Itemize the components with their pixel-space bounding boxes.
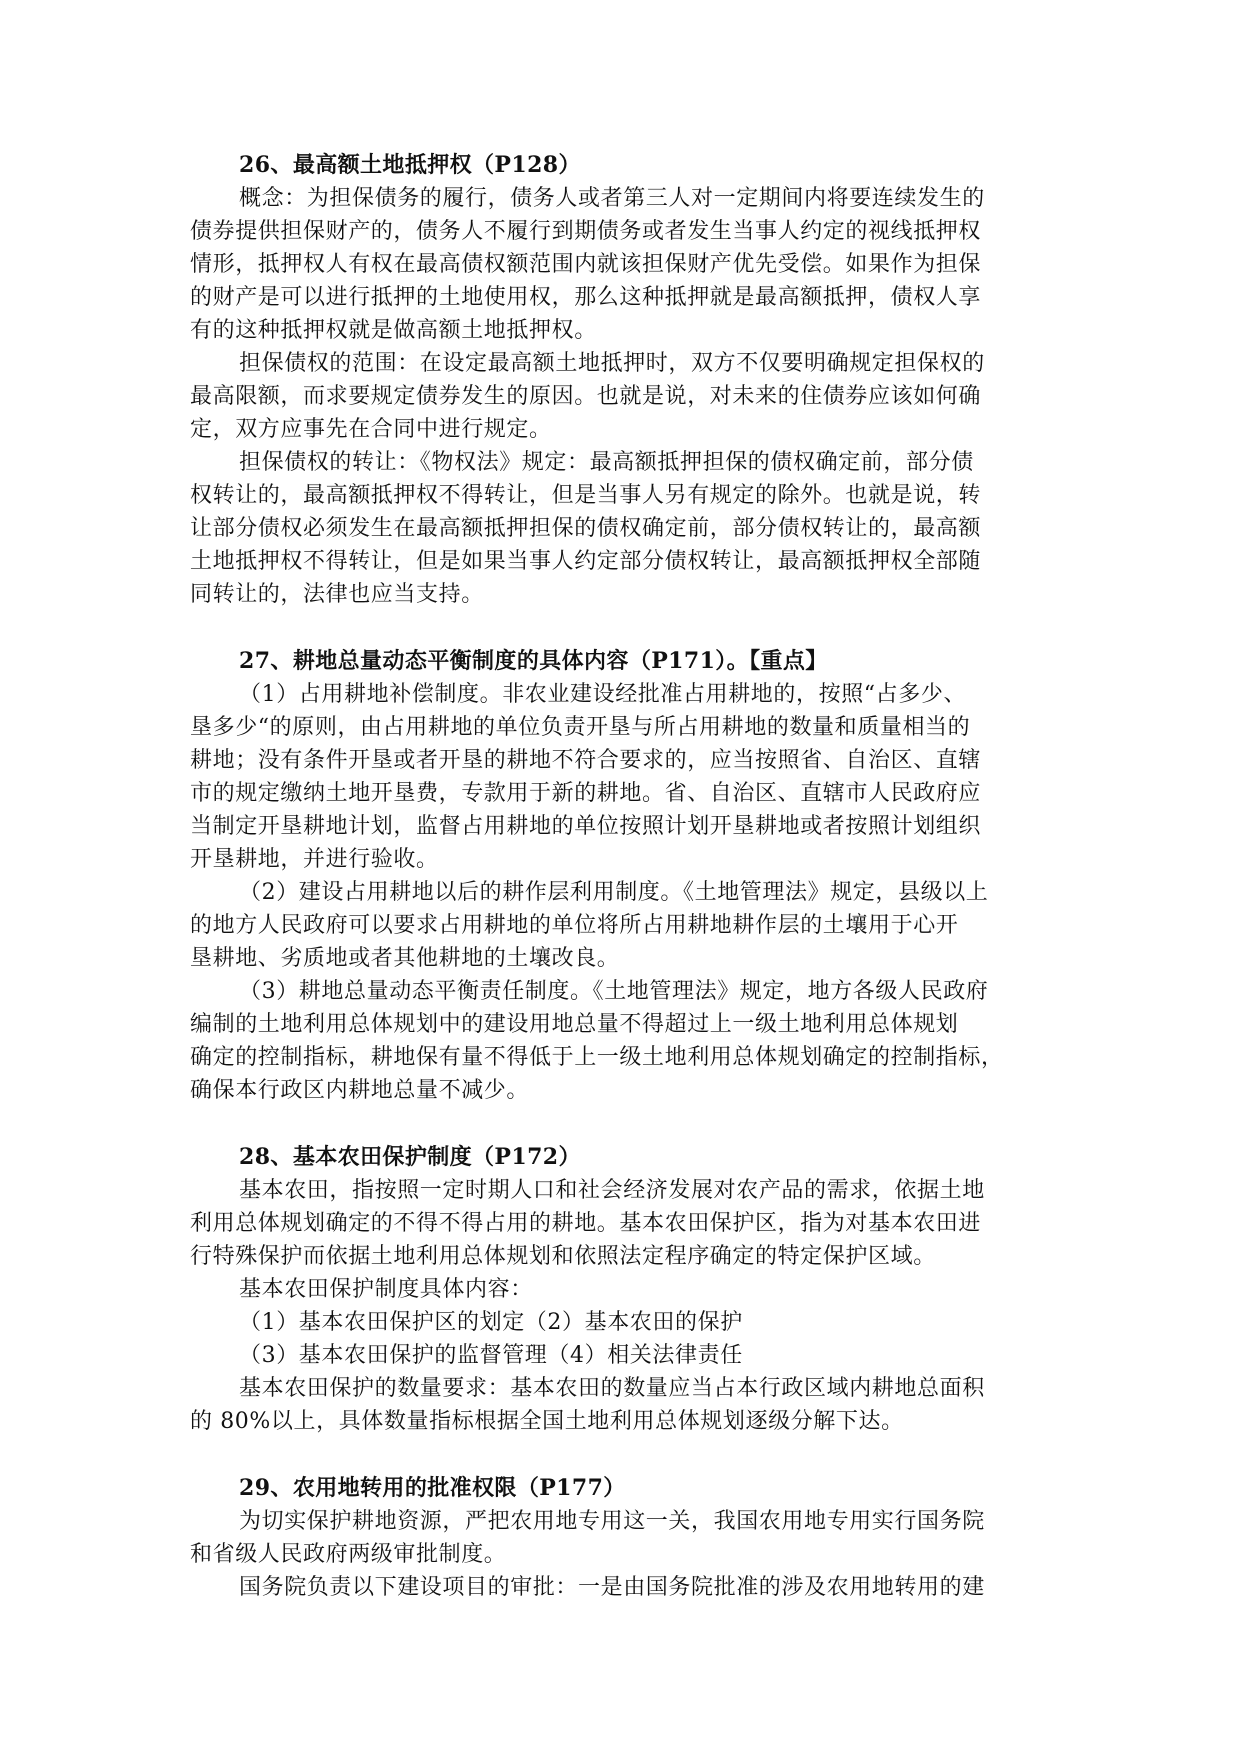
paragraph-line: （3）基本农田保护的监督管理（4）相关法律责任 [239,1343,743,1368]
paragraph-line: 最高限额，而求要规定债券发生的原因。也就是说，对未来的住债券应该如何确 [190,384,982,409]
paragraph-line: 垦多少“的原则，由占用耕地的单位负责开垦与所占用耕地的数量和质量相当的 [190,715,971,740]
paragraph-line: 基本农田保护的数量要求：基本农田的数量应当占本行政区域内耕地总面积 [239,1376,985,1401]
section-heading-26: 26、最高额土地抵押权（P128） [239,152,581,178]
paragraph-line: 确定的控制指标，耕地保有量不得低于上一级土地利用总体规划确定的控制指标， [190,1045,1004,1070]
paragraph-line: （2）建设占用耕地以后的耕作层利用制度。《土地管理法》规定，县级以上 [239,880,989,905]
paragraph-line: 垦耕地、劣质地或者其他耕地的土壤改良。 [190,946,620,971]
paragraph-line: （3）耕地总量动态平衡责任制度。《土地管理法》规定，地方各级人民政府 [239,979,989,1004]
paragraph-line: 让部分债权必须发生在最高额抵押担保的债权确定前，部分债权转让的，最高额 [190,516,982,541]
paragraph-line: 国务院负责以下建设项目的审批：一是由国务院批准的涉及农用地转用的建 [239,1575,985,1600]
paragraph-line: 权转让的，最高额抵押权不得转让，但是当事人另有规定的除外。也就是说，转 [190,483,982,508]
paragraph-line: 的财产是可以进行抵押的土地使用权，那么这种抵押就是最高额抵押，债权人享 [190,285,982,310]
paragraph-line: 编制的土地利用总体规划中的建设用地总量不得超过上一级土地利用总体规划 [190,1012,959,1037]
section-heading-28: 28、基本农田保护制度（P172） [239,1144,581,1170]
paragraph-line: 担保债权的转让：《物权法》规定：最高额抵押担保的债权确定前，部分债 [239,450,974,475]
paragraph-line: 开垦耕地，并进行验收。 [190,847,439,872]
paragraph-line: 情形，抵押权人有权在最高债权额范围内就该担保财产优先受偿。如果作为担保 [190,252,982,277]
paragraph-line: 市的规定缴纳土地开垦费，专款用于新的耕地。省、自治区、直辖市人民政府应 [190,781,982,806]
paragraph-line: 定，双方应事先在合同中进行规定。 [190,417,552,442]
paragraph-line: 和省级人民政府两级审批制度。 [190,1542,507,1567]
paragraph-line: 耕地；没有条件开垦或者开垦的耕地不符合要求的，应当按照省、自治区、直辖 [190,748,982,773]
paragraph-line: （1）占用耕地补偿制度。非农业建设经批准占用耕地的，按照“占多少、 [239,682,967,707]
paragraph-line: 基本农田，指按照一定时期人口和社会经济发展对农产品的需求，依据土地 [239,1178,985,1203]
paragraph-line: 为切实保护耕地资源，严把农用地专用这一关，我国农用地专用实行国务院 [239,1509,985,1534]
paragraph-line: 的 80%以上，具体数量指标根据全国土地利用总体规划逐级分解下达。 [190,1409,904,1434]
paragraph-line: 土地抵押权不得转让，但是如果当事人约定部分债权转让，最高额抵押权全部随 [190,549,982,574]
paragraph-line: 行特殊保护而依据土地利用总体规划和依照法定程序确定的特定保护区域。 [190,1244,936,1269]
paragraph-line: 的地方人民政府可以要求占用耕地的单位将所占用耕地耕作层的土壤用于心开 [190,913,959,938]
paragraph-line: 有的这种抵押权就是做高额土地抵押权。 [190,318,597,343]
paragraph-line: 确保本行政区内耕地总量不减少。 [190,1078,530,1103]
paragraph-line: 利用总体规划确定的不得不得占用的耕地。基本农田保护区，指为对基本农田进 [190,1211,982,1236]
section-heading-29: 29、农用地转用的批准权限（P177） [239,1475,626,1501]
paragraph-line: 当制定开垦耕地计划，监督占用耕地的单位按照计划开垦耕地或者按照计划组织 [190,814,982,839]
paragraph-line: 债券提供担保财产的，债务人不履行到期债务或者发生当事人约定的视线抵押权 [190,219,982,244]
paragraph-line: 概念：为担保债务的履行，债务人或者第三人对一定期间内将要连续发生的 [239,186,985,211]
paragraph-line: 同转让的，法律也应当支持。 [190,582,484,607]
paragraph-line: 基本农田保护制度具体内容： [239,1277,533,1302]
section-heading-27: 27、耕地总量动态平衡制度的具体内容（P171）。【重点】 [239,648,828,674]
paragraph-line: （1）基本农田保护区的划定（2）基本农田的保护 [239,1310,743,1335]
paragraph-line: 担保债权的范围：在设定最高额土地抵押时，双方不仅要明确规定担保权的 [239,351,985,376]
